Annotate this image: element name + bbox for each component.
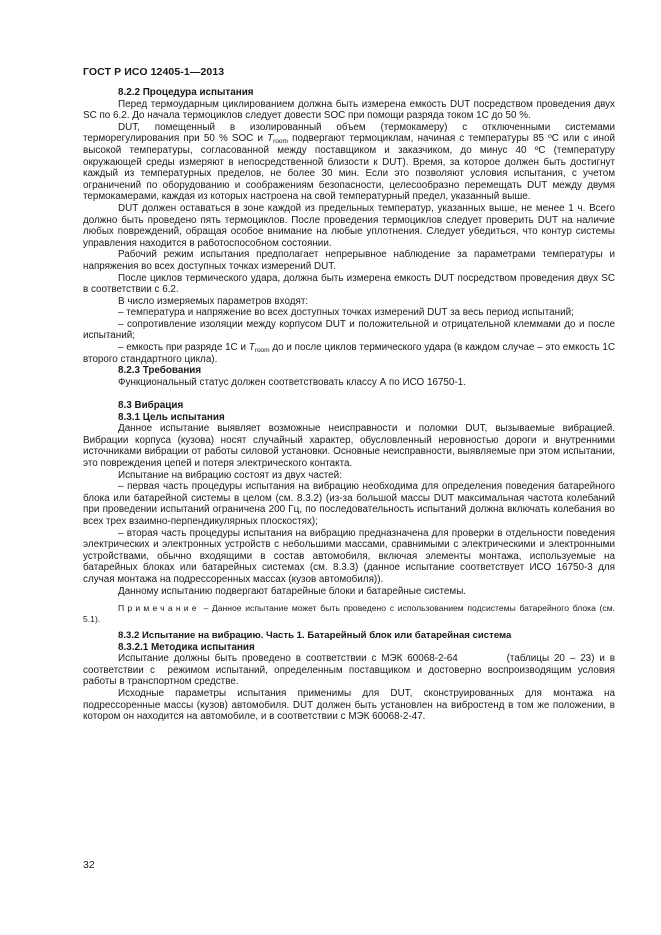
section-8-2-3-heading: 8.2.3 Требования [118,365,202,377]
page-content [83,87,618,723]
page-number: 32 [83,859,95,871]
paragraph: Данное испытание выявляет возможные неисправности и поломки DUT, вызываемые вибрацией. Вибрации корпуса (кузова) носят случайный характер, обусловленный неровностью дороги и внутренними источниками вибрации от работы силовой установки. Основные неисправности, выявляемые при этом испытании, это повреждения цепей и потеря электрического контакта. [83,423,615,469]
paragraph: Функциональный статус должен соответствовать классу А по ИСО 16750-1. [118,376,466,388]
paragraph: DUT, помещенный в изолированный объем (термокамеру) с отключенными системами терморегулирования при 50 % SOC и $T_{room}$ подвергают термоциклам, начиная с температуры 85 ºС или с иной высокой температуры, согласованной между поставщиком и заказчиком, до минус 40 ºС (температуру окружающей среды измеряют в непосредственной близости к DUT). Время, за которое должен быть достигнут каждый из температурных пределов, не более 30 мин. Если это позволяют условия испытания, с учетом ограничений по оборудованию и соображениям безопасности, целесообразно перемещать DUT между двумя термокамерами, каждая из которых настроена на свой температурный предел, указанный выше. [83,121,615,203]
section-8-3-1-heading: 8.3.1 Цель испытания [118,411,225,423]
document-header: ГОСТ Р ИСО 12405-1—2013 [83,66,225,78]
paragraph: После циклов термического удара, должна быть измерена емкость DUT посредством проведения двух SC в соответствии с 6.2. [83,272,615,296]
paragraph: В число измеряемых параметров входят: [118,295,309,307]
list-item: – сопротивление изоляции между корпусом DUT и положительной и отрицательной клеммами до и после испытаний; [83,318,615,342]
section-8-3-2-heading: 8.3.2 Испытание на вибрацию. Часть 1. Батарейный блок или батарейная система [118,629,512,641]
section-8-3-2-1-heading: 8.3.2.1 Методика испытания [118,641,255,653]
list-item: – первая часть процедуры испытания на вибрацию необходима для определения поведения батарейного блока или батарейной системы в целом (см. 8.3.2) (из-за большой массы DUT максимальная частота колебаний при проведении испытаний ограничена 200 Гц, по последовательность испытаний должна включать колебания во всех трех взаимно-перпендикулярных плоскостях); [83,481,615,527]
paragraph: Перед термоударным циклированием должна быть измерена емкость DUT посредством проведения двух SC по 6.2. До начала термоциклов следует довести SOC при помощи разряда током 1C до 50 %. [83,98,615,122]
list-item: – вторая часть процедуры испытания на вибрацию предназначена для проверки в отдельности поведения электрических и электронных устройств с небольшими массами, сравнимыми с электрическими и электронными устройствами, обычно входящими в состав автомобиля, включая элементы монтажа, используемые на батарейных блоках или батарейных системах (см. 8.3.3) (данное испытание соответствует ИСО 16750-3 для случая монтажа на подрессоренных массах (кузов автомобиля)). [83,527,615,585]
paragraph: Данному испытанию подвергают батарейные блоки и батарейные системы. [118,585,467,597]
list-item: – температура и напряжение во всех доступных точках измерений DUT за весь период испытаний; [118,307,574,319]
section-8-2-2-heading: 8.2.2 Процедура испытания [118,87,254,98]
paragraph: Исходные параметры испытания применимы для DUT, сконструированных для монтажа на подрессоренные массы (кузов) автомобиля. DUT должен быть установлен на вибростенд в том же положении, в котором он находится на автомобиле, и в соответствии с МЭК 60068-2-47. [83,687,615,723]
note: Примечание – Данное испытание может быть проведено с использованием подсистемы батарейного блока (см. 5.1). [83,603,615,624]
paragraph: DUT должен оставаться в зоне каждой из предельных температур, указанных выше, не менее 1 ч. Всего должно быть проведено пять термоциклов. После проведения термоциклов следует проверить DUT на наличие любых повреждений, обращая особое внимание на любые уплотнения. Следует убедиться, что контур системы управления находится в работоспособном состоянии. [83,202,615,249]
paragraph: Испытание на вибрацию состоят из двух частей: [118,469,342,481]
list-item: – емкость при разряде 1C и $T_{room}$ до и после циклов термического удара (в каждом случае – это емкость 1C второго стандартного цикла). [83,342,615,365]
note-label: Примечание [118,603,200,614]
paragraph: Испытание должны быть проведено в соответствии с МЭК 60068-2-64 (таблицы 20 – 23) и в соответствии с режимом испытаний, определенным поставщиком и достоверно воспроизводящим условия работы в транспортном средстве. [83,653,618,688]
section-8-3-heading: 8.3 Вибрация [118,400,184,412]
paragraph: Рабочий режим испытания предполагает непрерывное наблюдение за параметрами температуры и напряжения во всех доступных точках измерений DUT. [83,249,615,272]
